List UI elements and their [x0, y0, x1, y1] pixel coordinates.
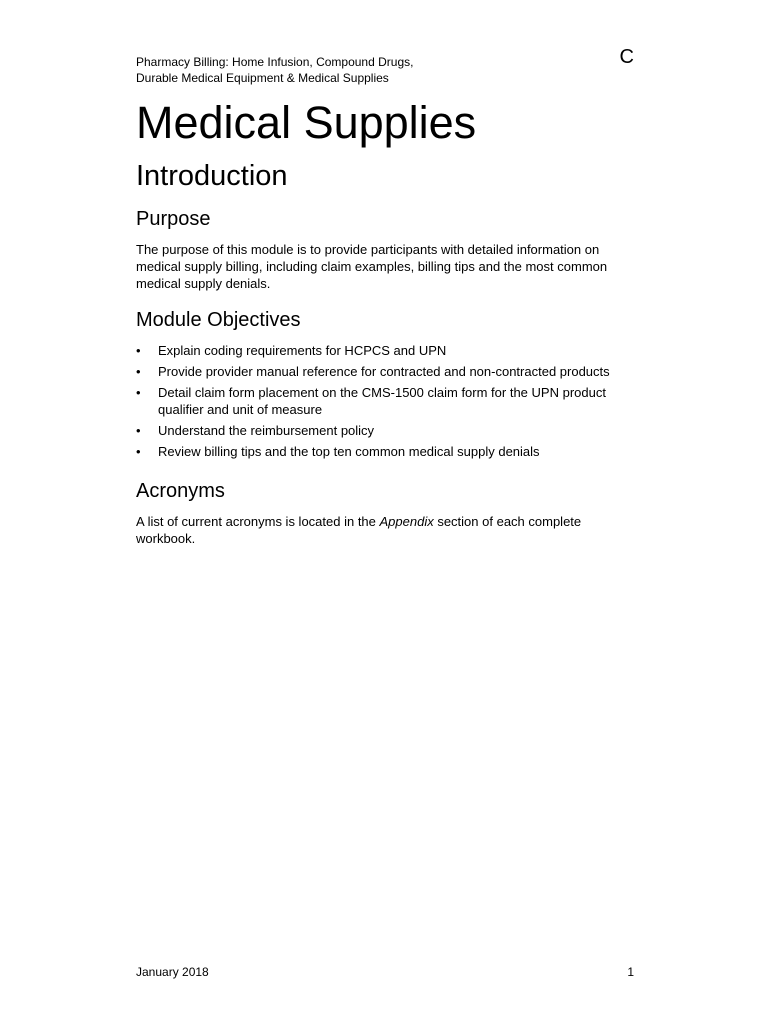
purpose-heading: Purpose — [136, 208, 211, 230]
bullet-icon: • — [136, 444, 141, 459]
bullet-icon: • — [136, 364, 141, 379]
footer-date: January 2018 — [136, 965, 209, 979]
acronyms-text — [136, 513, 636, 547]
section-letter: C — [619, 46, 634, 68]
objective-text: Understand the reimbursement policy — [158, 423, 375, 438]
page-number: 1 — [627, 965, 634, 979]
list-item — [136, 363, 618, 380]
objective-text: Detail claim form placement on the CMS-1500 claim form for the UPN product qualifier and unit of measure — [158, 385, 606, 417]
objective-text: Review billing tips and the top ten common medical supply denials — [158, 444, 540, 459]
acronyms-text-before: A list of current acronyms is located in the — [136, 514, 380, 529]
header-line-1: Pharmacy Billing: Home Infusion, Compound Drugs, — [136, 55, 414, 69]
main-content — [136, 96, 636, 562]
objectives-heading: Module Objectives — [136, 309, 301, 331]
list-item — [136, 443, 618, 460]
running-header — [136, 54, 556, 86]
objective-text: Provide provider manual reference for contracted and non-contracted products — [158, 364, 610, 379]
appendix-reference: Appendix — [379, 514, 434, 529]
purpose-text: The purpose of this module is to provide participants with detailed information on medical supply billing, including claim examples, billing tips and the most common medical supply denials. — [136, 242, 608, 291]
bullet-icon: • — [136, 343, 141, 358]
introduction-heading: Introduction — [136, 160, 288, 192]
acronyms-heading: Acronyms — [136, 480, 225, 502]
document-title: Medical Supplies — [136, 97, 477, 148]
objective-text: Explain coding requirements for HCPCS and UPN — [158, 343, 447, 358]
bullet-icon: • — [136, 385, 141, 400]
objectives-list — [136, 342, 636, 460]
list-item — [136, 384, 618, 418]
acronyms-text-after: section of each complete workbook. — [136, 514, 582, 546]
header-line-2: Durable Medical Equipment & Medical Supplies — [136, 71, 389, 85]
bullet-icon: • — [136, 423, 141, 438]
list-item — [136, 342, 618, 359]
list-item — [136, 422, 618, 439]
